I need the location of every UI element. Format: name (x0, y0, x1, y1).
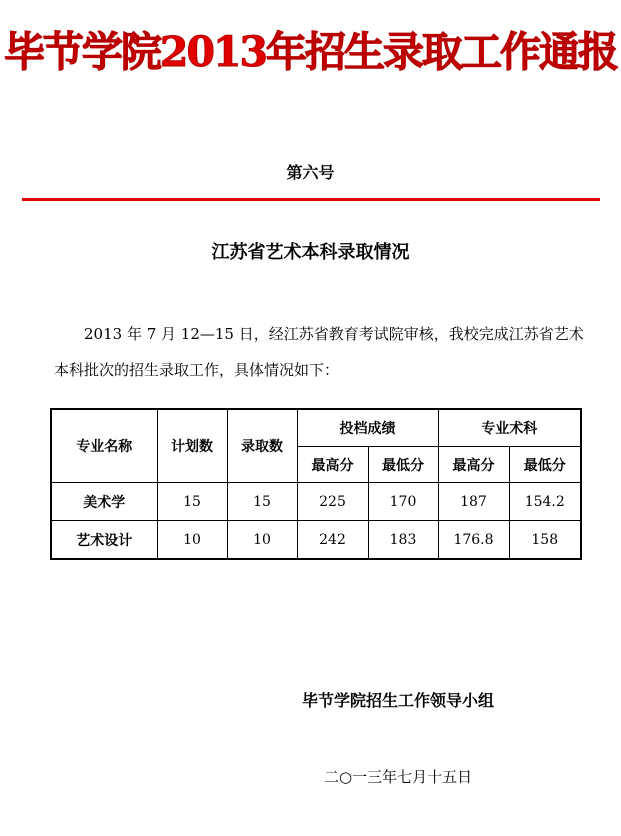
cell-admitted: 15 (227, 483, 297, 521)
issue-number: 第六号 (286, 163, 335, 182)
header-filing-lowest: 最低分 (368, 447, 438, 483)
document-title: 江苏省艺术本科录取情况 (211, 242, 410, 263)
cell-plan: 15 (157, 483, 227, 521)
body-paragraph: 2013 年 7 月 12—15 日，经江苏省教育考试院审核，我校完成江苏省艺术本科批次的招生录取工作，具体情况如下： (54, 325, 584, 379)
cell-admitted: 10 (227, 521, 297, 560)
cell-art-high: 176.8 (438, 521, 509, 560)
header-major: 专业名称 (51, 409, 157, 483)
cell-plan: 10 (157, 521, 227, 560)
cell-filing-high: 242 (297, 521, 368, 560)
cell-filing-low: 183 (368, 521, 438, 560)
header-art-subject: 专业术科 (438, 409, 581, 447)
table-row (51, 483, 581, 521)
cell-art-low: 158 (509, 521, 581, 560)
table-header-row (51, 409, 581, 447)
cell-art-high: 187 (438, 483, 509, 521)
table-row (51, 521, 581, 560)
cell-major: 艺术设计 (51, 521, 157, 560)
admission-results-table (50, 408, 582, 560)
red-divider (22, 198, 600, 201)
issue-date: 二○一三年七月十五日 (324, 768, 473, 786)
cell-major: 美术学 (51, 483, 157, 521)
cell-filing-low: 170 (368, 483, 438, 521)
masthead-title: 毕节学院2013年招生录取工作通报 (3, 28, 618, 76)
header-filing-highest: 最高分 (297, 447, 368, 483)
header-plan: 计划数 (157, 409, 227, 483)
cell-filing-high: 225 (297, 483, 368, 521)
header-filing-score: 投档成绩 (297, 409, 438, 447)
cell-art-low: 154.2 (509, 483, 581, 521)
header-admitted: 录取数 (227, 409, 297, 483)
header-art-lowest: 最低分 (509, 447, 581, 483)
header-art-highest: 最高分 (438, 447, 509, 483)
issuer-signature: 毕节学院招生工作领导小组 (302, 691, 495, 710)
